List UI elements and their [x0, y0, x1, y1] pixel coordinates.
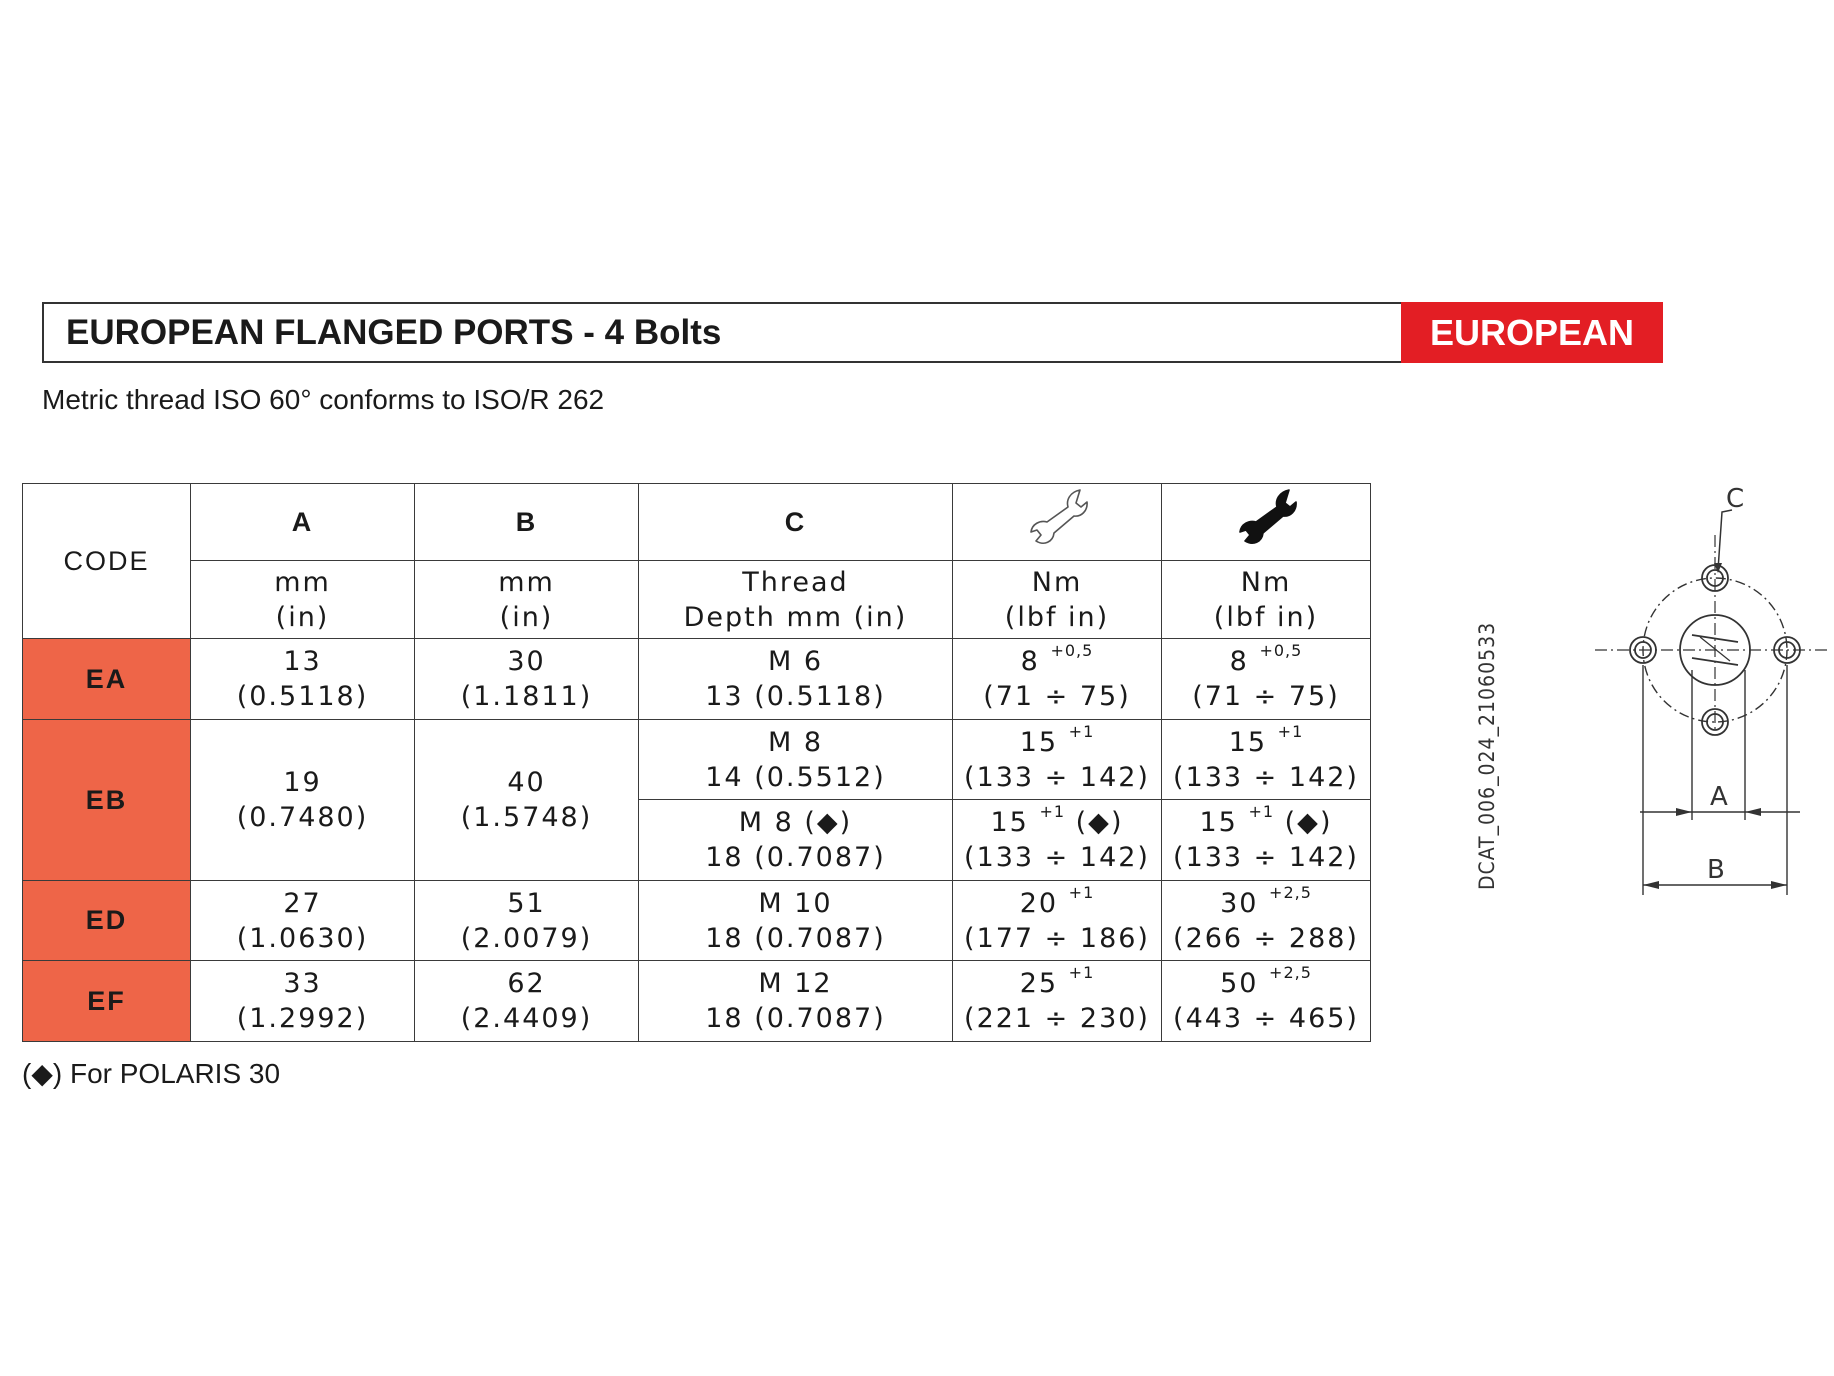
torque1-cell: 25 $^{+1}$ (221 ÷ 230) [953, 961, 1162, 1042]
unit-t2: Nm (lbf in) [1162, 561, 1371, 639]
unit-t1: Nm (lbf in) [953, 561, 1162, 639]
code-cell: ED [23, 881, 191, 961]
label-a: A [1710, 782, 1728, 812]
torque1-cell: 8 $^{+0,5}$ (71 ÷ 75) [953, 639, 1162, 720]
unit-a: mm (in) [191, 561, 415, 639]
b-cell: 51 (2.0079) [415, 881, 639, 961]
region-badge: EUROPEAN [1401, 302, 1663, 363]
unit-b: mm (in) [415, 561, 639, 639]
b-cell: 40 (1.5748) [415, 720, 639, 881]
torque2-cell: 8 $^{+0,5}$ (71 ÷ 75) [1162, 639, 1371, 720]
header-code: CODE [23, 484, 191, 639]
label-c: C [1726, 484, 1745, 514]
table-row [23, 961, 1371, 1042]
torque2-cell: 30 $^{+2,5}$ (266 ÷ 288) [1162, 881, 1371, 961]
header-b: B [415, 484, 639, 561]
b-cell: 30 (1.1811) [415, 639, 639, 720]
a-cell: 19 (0.7480) [191, 720, 415, 881]
header-tool1 [953, 484, 1162, 561]
torque2-cell: 50 $^{+2,5}$ (443 ÷ 465) [1162, 961, 1371, 1042]
c-cell: M 8 (◆) 18 (0.7087) [639, 800, 953, 881]
torque1-cell: 20 $^{+1}$ (177 ÷ 186) [953, 881, 1162, 961]
c-leader [1718, 510, 1732, 570]
header-c: C [639, 484, 953, 561]
table-row [23, 639, 1371, 720]
torque1-cell: 15 $^{+1}$ (◆) (133 ÷ 142) [953, 800, 1162, 881]
open-wrench-filled-icon [1231, 486, 1301, 550]
code-cell: EF [23, 961, 191, 1042]
label-b: B [1707, 855, 1725, 885]
a-cell: 33 (1.2992) [191, 961, 415, 1042]
table-row [23, 720, 1371, 800]
torque1-cell: 15 $^{+1}$ (133 ÷ 142) [953, 720, 1162, 800]
units-row [23, 561, 1371, 639]
code-cell: EB [23, 720, 191, 881]
torque2-cell: 15 $^{+1}$ (133 ÷ 142) [1162, 720, 1371, 800]
header-row [23, 484, 1371, 561]
c-cell: M 6 13 (0.5118) [639, 639, 953, 720]
subtitle: Metric thread ISO 60° conforms to ISO/R 262 [42, 384, 605, 415]
header-a: A [191, 484, 415, 561]
torque2-cell: 15 $^{+1}$ (◆) (133 ÷ 142) [1162, 800, 1371, 881]
page-title: EUROPEAN FLANGED PORTS - 4 Bolts [66, 312, 722, 352]
open-wrench-outline-icon [1022, 486, 1092, 550]
c-cell: M 8 14 (0.5512) [639, 720, 953, 800]
b-cell: 62 (2.4409) [415, 961, 639, 1042]
a-cell: 13 (0.5118) [191, 639, 415, 720]
table-row [23, 881, 1371, 961]
flange-diagram [1590, 475, 1830, 920]
unit-c: Thread Depth mm (in) [639, 561, 953, 639]
drawing-code: DCAT_006_024_21060533 [1475, 621, 1499, 890]
header-tool2 [1162, 484, 1371, 561]
title-bar [42, 302, 1663, 363]
c-cell: M 10 18 (0.7087) [639, 881, 953, 961]
a-cell: 27 (1.0630) [191, 881, 415, 961]
footnote: (◆) For POLARIS 30 [22, 1058, 281, 1089]
ports-table [22, 483, 1371, 1042]
c-cell: M 12 18 (0.7087) [639, 961, 953, 1042]
code-cell: EA [23, 639, 191, 720]
